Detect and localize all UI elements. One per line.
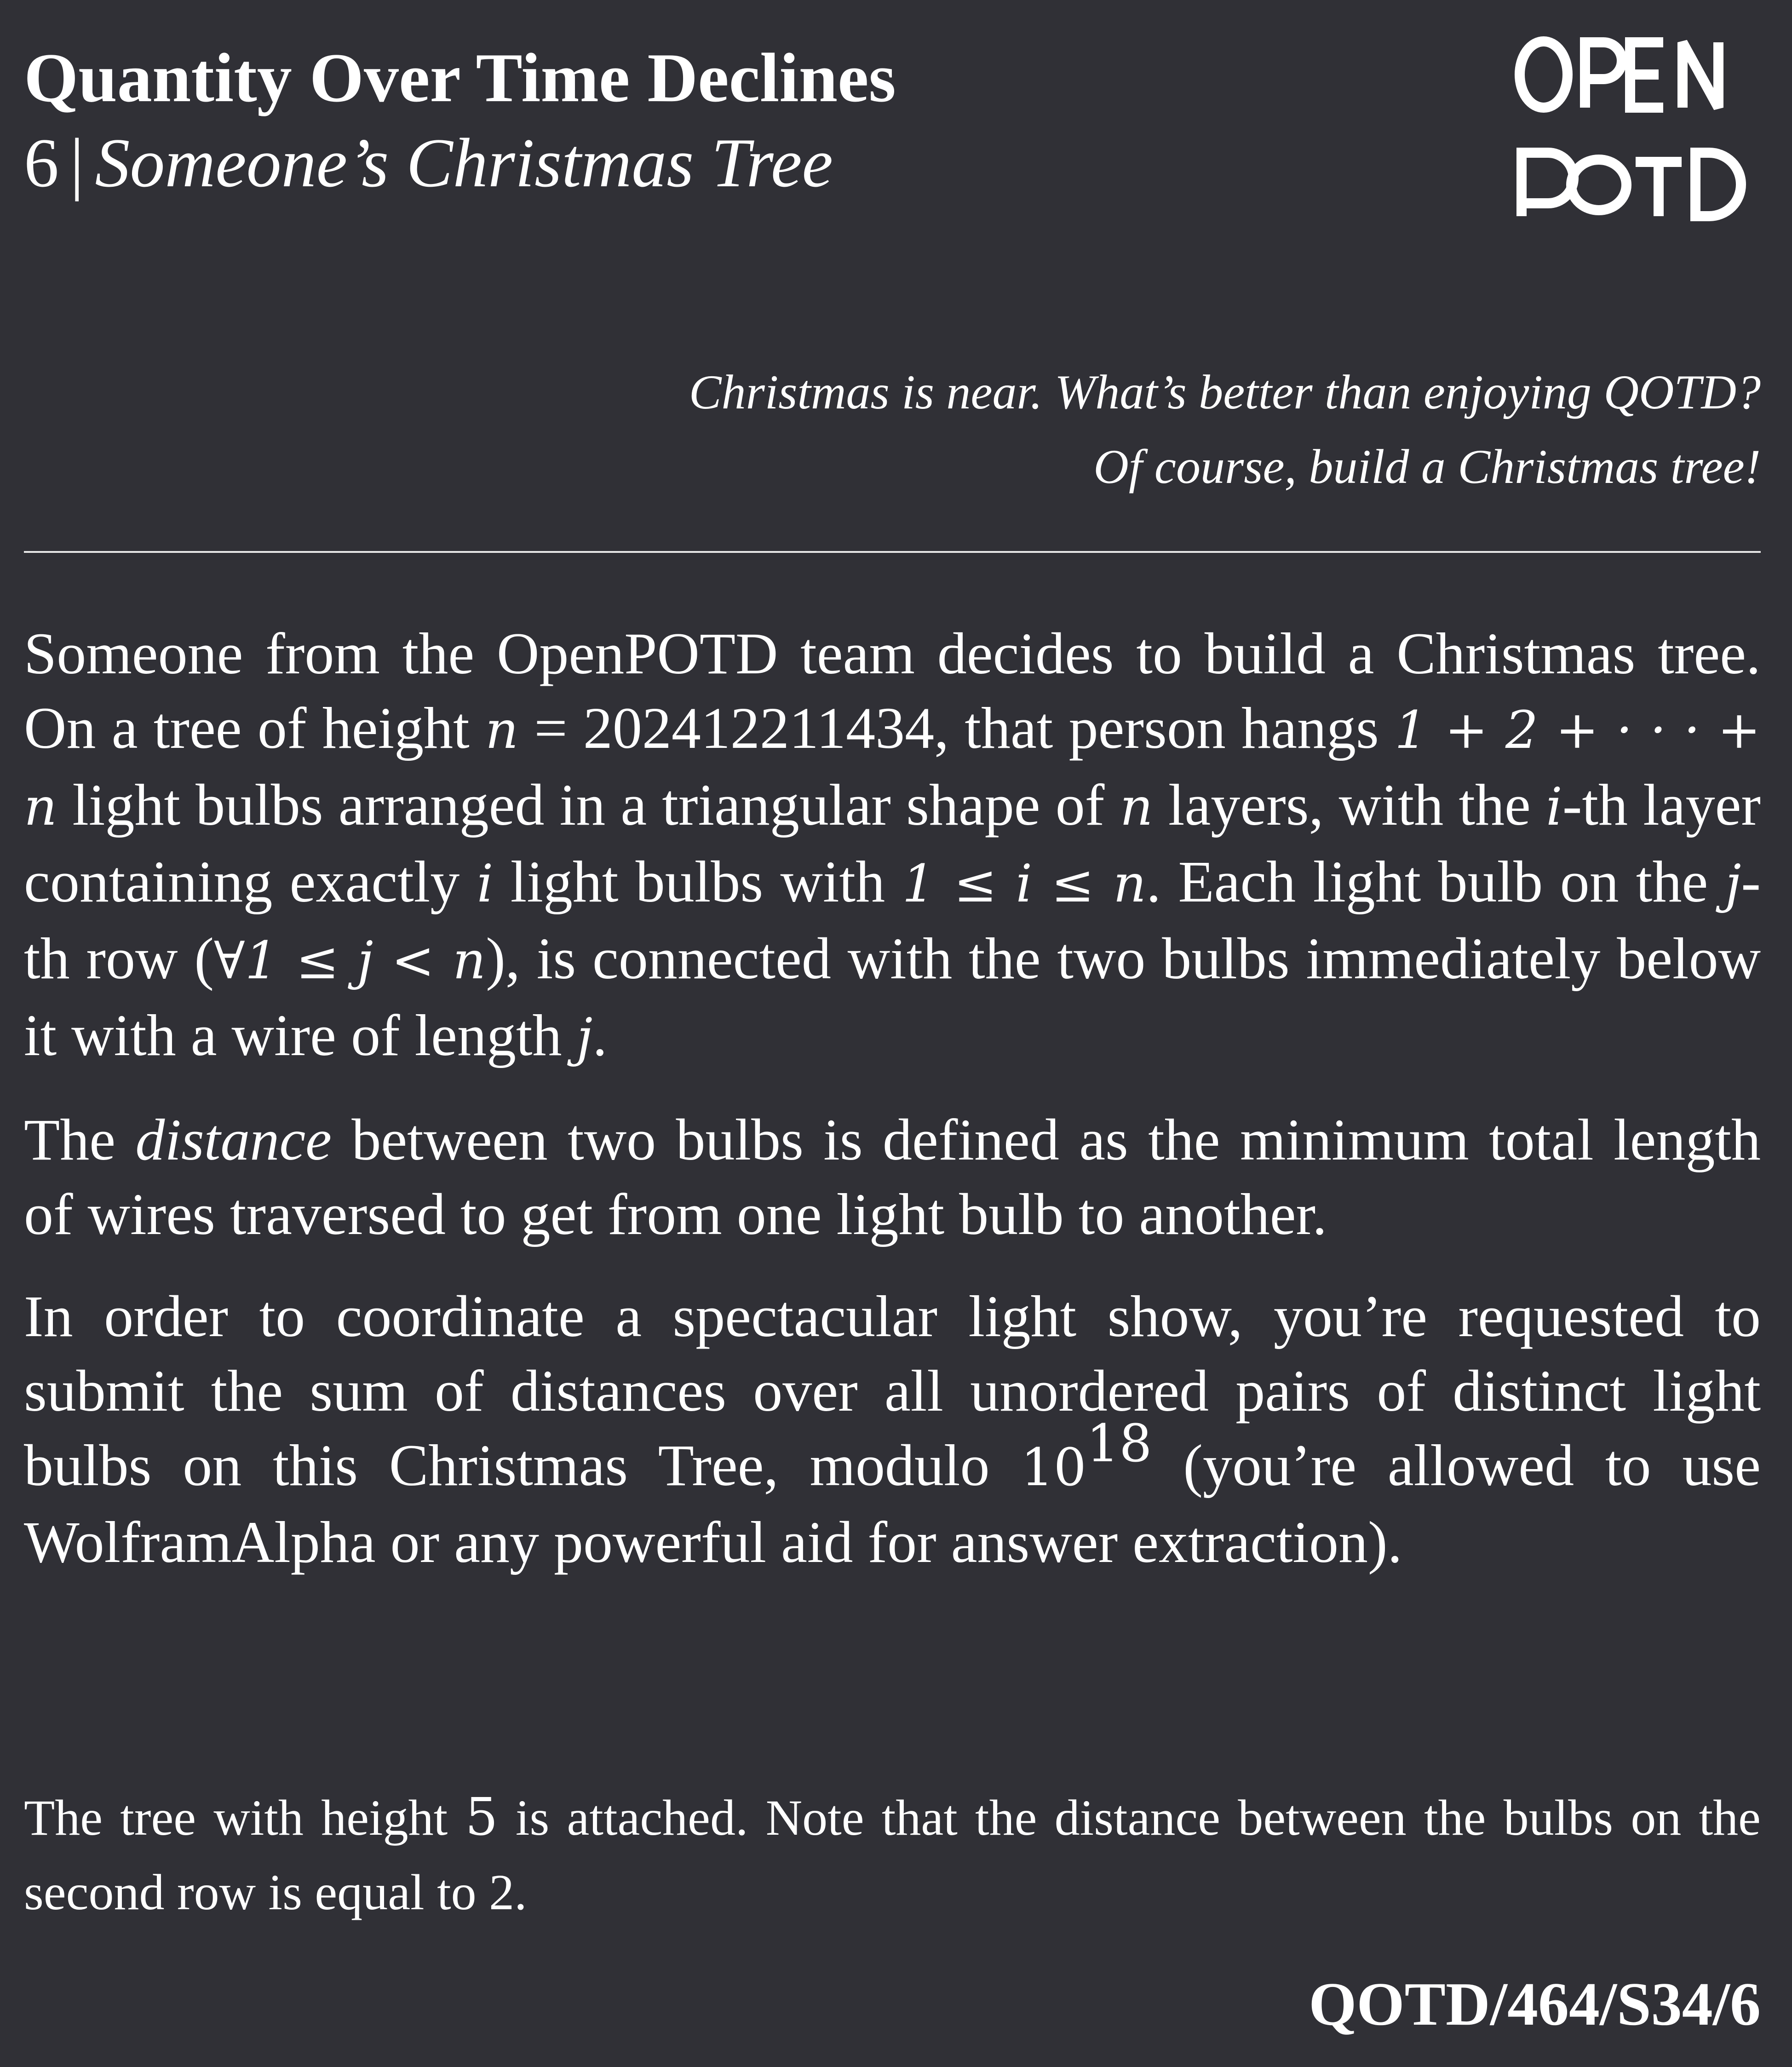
text: ), is connected with the two bulbs immediately below it with a wire of length <box>24 926 1761 1068</box>
problem-code: QOTD/464/S34/6 <box>1309 1970 1761 2038</box>
paragraph-3 <box>24 1279 1761 1579</box>
math-five: 5 <box>465 1787 498 1847</box>
text: -th row ( <box>24 849 1761 991</box>
text: between two bulbs is defined as the minimum total length of wires traversed to get from one light bulb to another. <box>24 1107 1761 1247</box>
emphasis-distance: distance <box>135 1107 332 1172</box>
math-exponent: 18 <box>1086 1414 1152 1474</box>
text: . <box>592 1003 608 1068</box>
text: Someone from the OpenPOTD team decides to build a Christmas tree. On a tree of height <box>24 621 1761 761</box>
text: In order to coordinate a spectacular light show, you’re requested to submit the sum of distances over all unordered pairs of distinct light bulbs on this Christmas Tree, modulo <box>24 1284 1761 1498</box>
header <box>24 40 1266 203</box>
epigraph-line-1: Christmas is near. What’s better than enjoying QOTD? <box>689 365 1761 419</box>
math-i: i <box>1546 777 1562 837</box>
epigraph-line-2: Of course, build a Christmas tree! <box>1093 440 1761 494</box>
math-base: 10 <box>1021 1438 1086 1498</box>
text: -th layer containing exactly <box>24 772 1761 914</box>
text: light bulbs with <box>493 849 902 914</box>
page-title: Quantity Over Time Declines <box>24 39 896 116</box>
openpotd-logo <box>1511 29 1751 226</box>
text: . Each light bulb on the <box>1146 849 1725 914</box>
divider <box>24 551 1761 553</box>
math-j: j <box>576 1008 593 1068</box>
subtitle-separator: | <box>70 124 84 202</box>
attachment-note <box>24 1780 1761 1929</box>
math-n: n <box>1120 777 1153 837</box>
epigraph <box>381 355 1761 504</box>
text: = 202412211434, that person hangs <box>518 695 1395 761</box>
text: (you’re allowed to use WolframAlpha or any powerful aid for answer extraction). <box>24 1433 1761 1575</box>
math-range-j: ∀1 ≤ j < n <box>214 931 486 991</box>
problem-name: Someone’s Christmas Tree <box>95 124 833 202</box>
math-n: n <box>485 700 519 760</box>
text: layers, with the <box>1153 772 1546 838</box>
math-range-i: 1 ≤ i ≤ n <box>902 854 1147 914</box>
text: The <box>24 1107 136 1172</box>
problem-subtitle <box>24 123 1266 203</box>
text: light bulbs arranged in a triangular shape of <box>57 772 1120 838</box>
text: is attached. Note that the distance between the bulbs on the second row is equal to 2. <box>24 1790 1761 1920</box>
math-j: j <box>1725 854 1741 914</box>
paragraph-2 <box>24 1102 1761 1252</box>
math-sum: 1 + 2 + · · · + n <box>24 700 1761 837</box>
math-i: i <box>477 854 494 914</box>
problem-number: 6 <box>24 124 59 202</box>
problem-body <box>24 616 1761 1607</box>
text: The tree with height <box>24 1790 465 1846</box>
paragraph-1 <box>24 616 1761 1075</box>
